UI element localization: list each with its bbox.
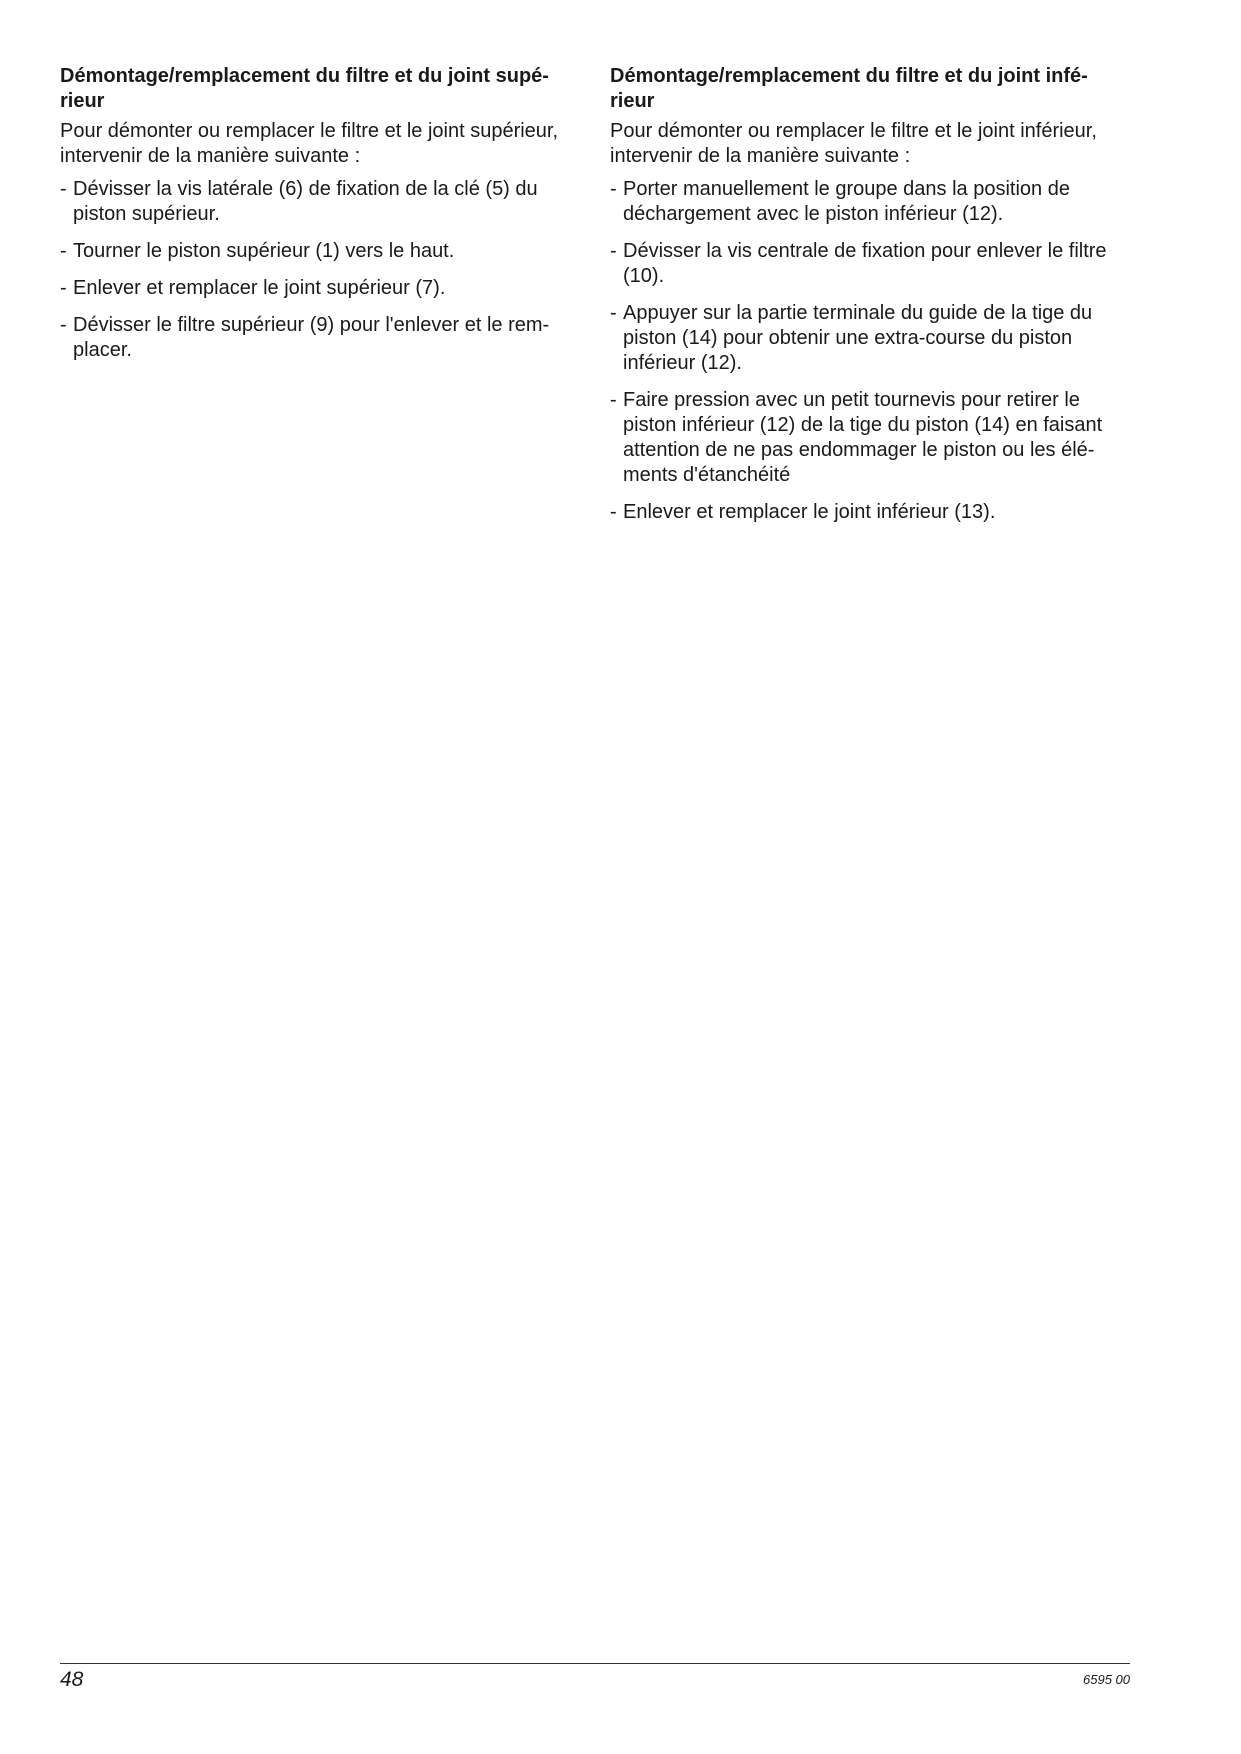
steps-list-lower — [610, 177, 1130, 525]
step-text: Dévisser le filtre supérieur (9) pour l'enlever et le rem-placer. — [73, 314, 550, 361]
list-item: - Enlever et remplacer le joint supérieur (7). — [60, 277, 446, 299]
step-text: Dévisser la vis latérale (6) de fixation de la clé (5) du piston supérieur. — [73, 178, 538, 225]
footer-divider — [60, 1663, 1130, 1664]
step-text: Tourner le piston supérieur (1) vers le haut. — [73, 240, 455, 262]
list-item: - Dévisser la vis latérale (6) de fixation de la clé (5) du piston supérieur. — [60, 178, 538, 225]
list-item: - Dévisser la vis centrale de fixation pour enlever le filtre (10). — [610, 240, 1107, 287]
step-text: Dévisser la vis centrale de fixation pour enlever le filtre (10). — [623, 240, 1107, 287]
step-text: Porter manuellement le groupe dans la position de déchargement avec le piston inférieur (12). — [623, 178, 1070, 225]
section-intro-lower: Pour démonter ou remplacer le filtre et le joint inférieur, intervenir de la manière suivante : — [610, 120, 1097, 167]
page-number: 48 — [60, 1668, 84, 1691]
list-item: - Porter manuellement le groupe dans la position de déchargement avec le piston inférieur (12). — [610, 178, 1070, 225]
list-item: - Dévisser le filtre supérieur (9) pour l'enlever et le rem-placer. — [60, 314, 550, 361]
list-item: - Enlever et remplacer le joint inférieur (13). — [610, 501, 996, 523]
list-item: - Faire pression avec un petit tournevis pour retirer le piston inférieur (12) de la tige du piston (14) en faisant attention de ne pas endommager le piston ou les élé-ments d'étanchéité — [610, 389, 1103, 486]
list-item: - Appuyer sur la partie terminale du guide de la tige du piston (14) pour obtenir une extra-course du piston inférieur (12). — [610, 302, 1093, 374]
document-code: 6595 00 — [1083, 1672, 1130, 1687]
step-text: Faire pression avec un petit tournevis pour retirer le piston inférieur (12) de la tige du piston (14) en faisant attention de ne pas endommager le piston ou les élé-ments d'étanchéité — [623, 389, 1103, 486]
steps-list-upper — [60, 177, 580, 363]
section-heading-upper: Démontage/remplacement du filtre et du joint supé-rieur — [60, 65, 549, 112]
section-intro-upper: Pour démonter ou remplacer le filtre et le joint supérieur, intervenir de la manière suivante : — [60, 120, 559, 167]
right-column — [610, 64, 1130, 537]
section-heading-lower: Démontage/remplacement du filtre et du joint infé-rieur — [610, 65, 1088, 112]
step-text: Appuyer sur la partie terminale du guide de la tige du piston (14) pour obtenir une extra-course du piston inférieur (12). — [623, 302, 1093, 374]
list-item: - Tourner le piston supérieur (1) vers le haut. — [60, 240, 455, 262]
step-text: Enlever et remplacer le joint inférieur (13). — [623, 501, 996, 523]
left-column — [60, 64, 580, 375]
step-text: Enlever et remplacer le joint supérieur (7). — [73, 277, 446, 299]
